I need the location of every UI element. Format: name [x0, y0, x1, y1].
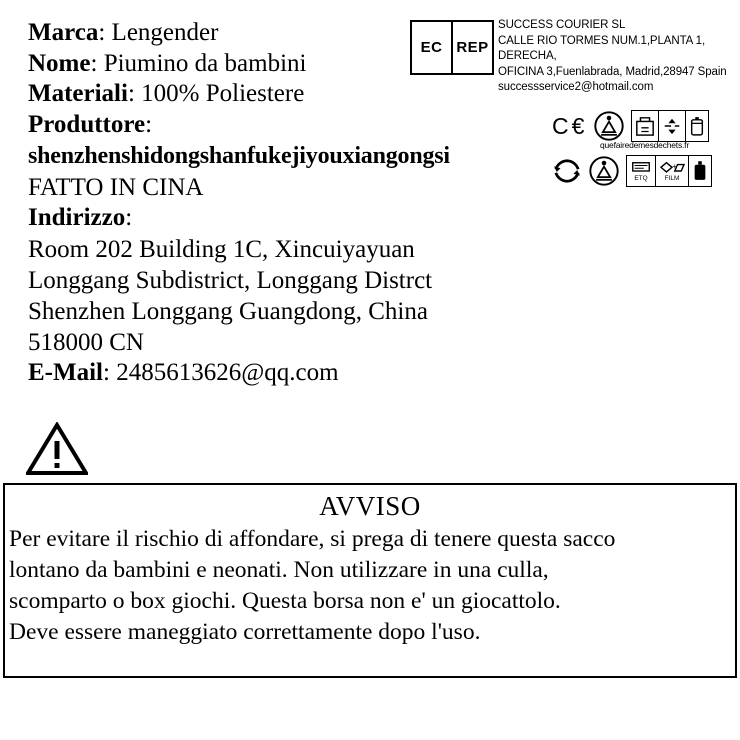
svg-text:FILM: FILM [664, 175, 680, 183]
separate-collection-icon [659, 111, 686, 141]
svg-text:+: + [672, 161, 678, 172]
warning-text [5, 522, 735, 648]
address-line: 518000 CN [28, 328, 144, 356]
bin-icon [689, 156, 711, 186]
warning-title: AVVISO [319, 491, 421, 521]
address-line: Room 202 Building 1C, Xincuiyayuan [28, 235, 415, 263]
brand-value: Lengender [111, 19, 219, 46]
email-label: E-Mail [28, 358, 103, 386]
name-label: Nome [28, 49, 91, 77]
materials-label: Materiali [28, 80, 128, 107]
warning-line: Deve essere maneggiato correttamente dopo l'uso. [9, 619, 481, 645]
address-line: Shenzhen Longgang Guangdong, China [28, 297, 428, 325]
bin-icon [686, 111, 708, 141]
quefairedemesdechets-url: quefairedemesdechets.fr [600, 140, 689, 150]
packaging-recycle-icon [632, 111, 659, 141]
email-line: E-Mail: 2485613626@qq.com [28, 358, 339, 386]
warning-line: scomparto o box giochi. Questa borsa non e' un giocattolo. [9, 588, 561, 614]
made-in-text: FATTO IN CINA [28, 174, 204, 201]
producer-label: Produttore [28, 110, 146, 138]
ce-mark-icon: C€ [552, 112, 588, 139]
name-value: Piumino da bambini [103, 49, 307, 77]
warning-triangle-icon [26, 422, 88, 476]
address-line: Longgang Subdistrict, Longgang Distrct [28, 266, 433, 294]
address-line-label: Indirizzo: [28, 204, 133, 231]
courier-company: SUCCESS COURIER SL [498, 19, 626, 31]
courier-email: successservice2@hotmail.com [498, 81, 654, 93]
warning-line: lontano da bambini e neonati. Non utilizzare in una culla, [9, 557, 549, 583]
materials-line: Materiali: 100% Poliestere [28, 80, 305, 107]
triman-icon [589, 156, 619, 186]
courier-address-2: OFICINA 3,Fuenlabrada, Madrid,28947 Spain [498, 65, 727, 78]
green-dot-icon [552, 158, 582, 184]
rep-label: REP [456, 39, 489, 56]
packaging-instruction-icons [631, 110, 709, 142]
brand-line: Marca: Lengender [28, 19, 219, 46]
symbol-row-bottom [552, 155, 712, 187]
ec-rep-box [410, 20, 494, 75]
address-label: Indirizzo [28, 204, 126, 231]
warning-box [3, 483, 737, 678]
film-material-icon [656, 156, 689, 186]
material-sorting-icons [626, 155, 712, 187]
ec-label: EC [420, 39, 443, 56]
producer-line: Produttore: [28, 110, 153, 138]
eu-representative-address [498, 18, 730, 96]
brand-label: Marca [28, 19, 99, 46]
label-material-icon [627, 156, 656, 186]
symbol-row-top [552, 110, 709, 142]
courier-address-1: CALLE RIO TORMES NUM.1,PLANTA 1, DERECHA, [498, 34, 706, 62]
materials-value: 100% Poliestere [141, 80, 305, 107]
name-line: Nome: Piumino da bambini [28, 49, 307, 77]
warning-line: Per evitare il rischio di affondare, si prega di tenere questa sacco [9, 526, 616, 552]
svg-text:ETQ: ETQ [634, 175, 648, 183]
email-value: 2485613626@qq.com [116, 358, 339, 386]
producer-value: shenzhenshidongshanfukejiyouxiangongsi [28, 143, 450, 169]
triman-icon [594, 111, 624, 141]
